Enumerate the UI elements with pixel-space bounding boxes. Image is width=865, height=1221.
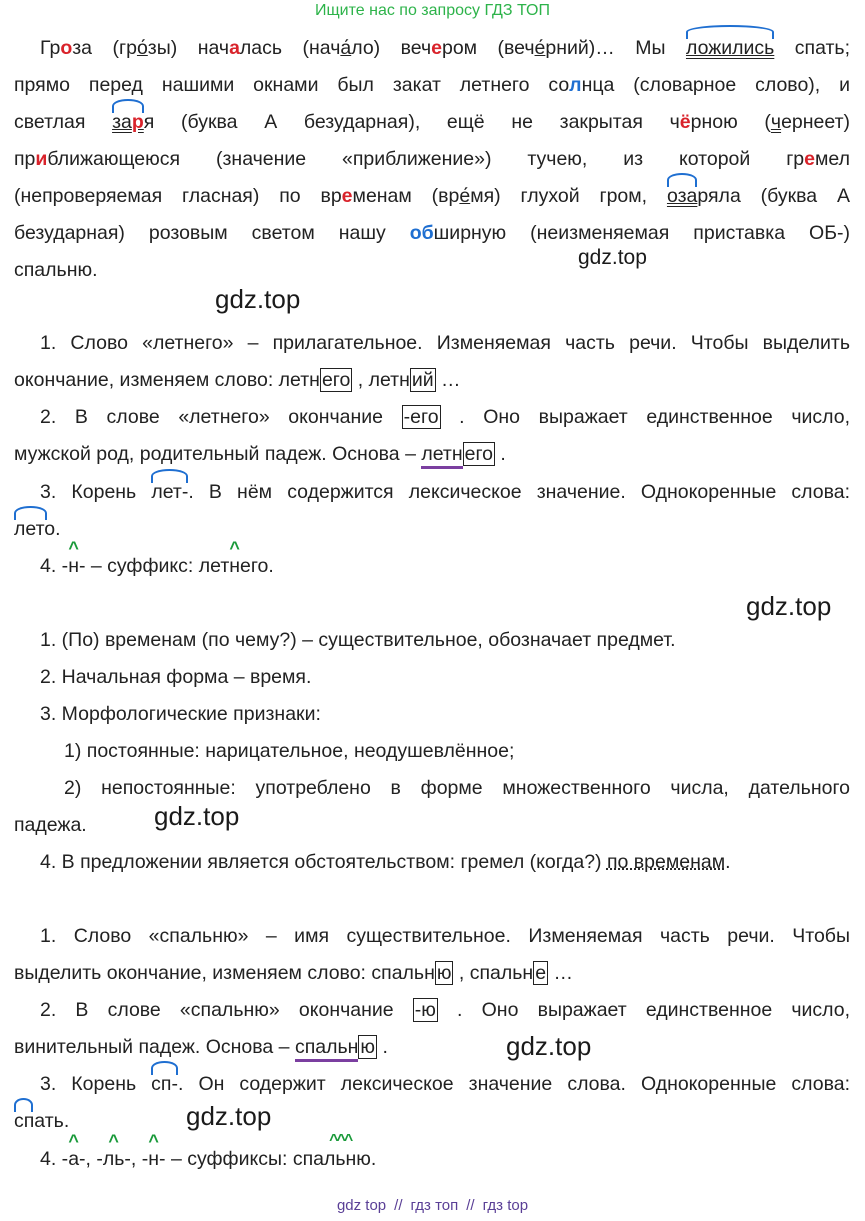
highlight-letter: е	[804, 148, 816, 170]
text: безударная) розовым светом нашу	[14, 222, 410, 244]
text: мужской род, родительный падеж. Основа –	[14, 443, 422, 465]
watermark: gdz.top	[506, 1031, 592, 1061]
suffix-caret-icon: ^	[68, 538, 79, 558]
paragraph-line-7: спальню.	[14, 259, 98, 281]
root-word	[667, 185, 697, 207]
text: льн	[323, 1148, 357, 1170]
text: мел	[815, 148, 850, 170]
s2-line-1: 1. (По) временам (по чему?) – существительное, обозначает предмет.	[40, 629, 676, 651]
text: (непроверяемая гласная) по вр	[14, 185, 342, 207]
text: ю.	[356, 1148, 377, 1170]
footer-link-gdz-top-mixed[interactable]: гдз top	[482, 1197, 529, 1214]
suffix	[148, 1131, 160, 1170]
s1-line-4	[14, 442, 850, 466]
text: зы) нач	[147, 37, 230, 59]
text: . Он содержит лексическое значение слова. Однокоренные слова:	[177, 1073, 850, 1095]
ending-box: его	[321, 369, 351, 391]
text: за (гр	[72, 37, 137, 59]
root-arc-icon	[14, 1098, 33, 1112]
suffix-caret-icon: ^	[148, 1131, 159, 1151]
suffix-caret-icon: ^	[108, 1131, 119, 1151]
highlight-letter: и	[35, 148, 48, 170]
s3-line-5	[40, 1072, 850, 1096]
text: -, -	[79, 1148, 103, 1170]
s2-line-4: 1) постоянные: нарицательное, неодушевлённое;	[64, 740, 515, 762]
s1-line-2	[14, 368, 850, 392]
root-word	[112, 111, 144, 133]
text: спальн	[294, 1036, 359, 1058]
root-arc-icon	[151, 1061, 178, 1075]
text: выделить окончание, изменяем слово: спальн	[14, 962, 435, 984]
highlight-letter: р	[131, 111, 144, 133]
text: 4. -	[40, 555, 69, 577]
text: н	[68, 555, 79, 577]
s1-line-1: 1. Слово «летнего» – прилагательное. Изменяемая часть речи. Чтобы выделить	[40, 332, 850, 354]
suffix	[68, 1131, 80, 1170]
s3-line-3	[40, 998, 850, 1022]
text: менам (вр	[352, 185, 460, 207]
stressed-letter: о́	[136, 37, 148, 59]
stressed-letter: е́	[459, 185, 471, 207]
adverbial-underline: по временам	[606, 851, 726, 873]
text: рною (	[690, 111, 771, 133]
text: летн	[421, 443, 463, 465]
ending-box: его	[464, 443, 493, 465]
suffix	[229, 538, 241, 577]
stressed-letter: а́	[340, 37, 352, 59]
footer-link-gdz-top-ru[interactable]: гдз топ	[410, 1197, 459, 1214]
text: (буква А безударная), ещё не закрытая ч	[154, 111, 680, 133]
text: ло) веч	[351, 37, 432, 59]
paragraph-line-5	[14, 184, 850, 208]
highlight-letter: о	[60, 37, 73, 59]
s2-line-3: 3. Морфологические признаки:	[40, 703, 321, 725]
root-word	[14, 518, 61, 540]
s2-line-7	[40, 850, 850, 874]
separator: //	[394, 1197, 403, 1214]
text: , летн	[352, 369, 410, 391]
text: окончание, изменяем слово: летн	[14, 369, 320, 391]
text: нца (словарное слово), и	[581, 74, 850, 96]
paragraph-line-6	[14, 221, 850, 245]
text: ложились	[685, 37, 775, 59]
footer-link-gdz-top[interactable]: gdz top	[336, 1197, 387, 1214]
s3-line-2	[14, 961, 850, 985]
text: за	[112, 111, 132, 133]
text: . Оно выражает единственное число,	[440, 406, 850, 428]
text: 4. В предложении является обстоятельством: гремел (когда?)	[40, 851, 607, 873]
highlight-letter: ё	[679, 111, 691, 133]
text: ширную (неизменяемая приставка ОБ-)	[433, 222, 850, 244]
ending-box: е	[535, 962, 547, 984]
text: пр	[14, 148, 36, 170]
text: ль	[102, 1148, 125, 1170]
text: н	[148, 1148, 160, 1170]
highlight-letter: б	[421, 222, 434, 244]
ending-box: ю	[360, 1036, 376, 1058]
s1-line-5	[40, 480, 850, 504]
separator: //	[466, 1197, 475, 1214]
text: -, -	[124, 1148, 149, 1170]
paragraph-line-3	[14, 110, 850, 134]
highlight-letter: о	[409, 222, 422, 244]
text: мя) глухой гром,	[470, 185, 667, 207]
s3-line-7	[40, 1131, 850, 1171]
underlined-letter: ч	[770, 111, 782, 133]
text: винительный падеж. Основа –	[14, 1036, 295, 1058]
ending-box: ю	[436, 962, 452, 984]
text: 3. Корень	[40, 1073, 152, 1095]
top-banner[interactable]: Ищите нас по запросу ГДЗ ТОП	[315, 2, 550, 19]
text: ром (веч	[441, 37, 535, 59]
highlight-letter: л	[569, 74, 582, 96]
text: .	[495, 443, 506, 465]
text: спать;	[774, 37, 851, 59]
ending-box: ий	[411, 369, 434, 391]
text: 2. В слове «спальню» окончание	[40, 999, 413, 1021]
watermark: gdz.top	[186, 1101, 272, 1131]
root-arc-icon	[667, 173, 697, 187]
paragraph-line-4	[14, 147, 850, 171]
text: светлая	[14, 111, 113, 133]
root-word	[686, 37, 774, 59]
s1-line-7	[40, 538, 850, 578]
text: н	[229, 555, 241, 577]
text: 2. В слове «летнего» окончание	[40, 406, 402, 428]
root-word	[151, 481, 188, 503]
s2-line-5: 2) непостоянные: употреблено в форме множественного числа, дательного	[64, 777, 850, 799]
text: 3. Корень	[40, 481, 152, 503]
s1-line-3	[40, 405, 850, 429]
ending-box: -его	[403, 406, 439, 428]
watermark: gdz.top	[746, 591, 832, 621]
text: 4. -	[40, 1148, 69, 1170]
text: рний)… Мы	[545, 37, 686, 59]
highlight-letter: е	[431, 37, 442, 59]
suffix-caret-icon: ^	[68, 1131, 79, 1151]
suffix-zigzag-icon: ^^^	[329, 1132, 352, 1149]
watermark: gdz.top	[215, 284, 301, 314]
stressed-letter: е́	[534, 37, 546, 59]
root-word	[14, 1110, 69, 1132]
text: я	[143, 111, 155, 133]
watermark: gdz.top	[154, 801, 240, 831]
root-word	[151, 1073, 178, 1095]
text: прямо перед нашими окнами был закат летнего со	[14, 74, 570, 96]
s3-line-1: 1. Слово «спальню» – имя существительное. Изменяемая часть речи. Чтобы	[40, 925, 850, 947]
text: оза	[666, 185, 698, 207]
text: а	[68, 1148, 80, 1170]
highlight-letter: а	[229, 37, 240, 59]
text: .	[725, 851, 731, 873]
text: сп-	[151, 1073, 178, 1095]
suffix	[68, 538, 79, 577]
footer-links	[0, 1197, 865, 1214]
s3-line-6	[14, 1109, 850, 1133]
suffix-caret-icon: ^	[229, 538, 240, 558]
text: Гр	[40, 37, 61, 59]
suffixes	[323, 1132, 357, 1170]
s3-line-4	[14, 1035, 850, 1059]
text: , спальн	[453, 962, 534, 984]
highlight-letter: е	[341, 185, 353, 207]
root-arc-icon	[686, 25, 774, 39]
word-base	[295, 1036, 358, 1058]
text: …	[548, 962, 573, 984]
text: ернеет)	[781, 111, 850, 133]
text: ближающеюся (значение «приближение») тучею, из которой гр	[47, 148, 805, 170]
text: его.	[240, 555, 274, 577]
paragraph-line-2	[14, 73, 850, 97]
s1-line-6	[14, 517, 850, 541]
ending-box: -ю	[414, 999, 436, 1021]
s2-line-6: падежа.	[14, 814, 87, 836]
text: ряла (буква А	[697, 185, 850, 207]
text: .	[377, 1036, 388, 1058]
text: лась (нач	[239, 37, 341, 59]
text: . Оно выражает единственное число,	[437, 999, 851, 1021]
text: …	[435, 369, 461, 391]
text: . В нём содержится лексическое значение. Однокоренные слова:	[188, 481, 851, 503]
text: лет-	[151, 481, 189, 503]
text: спать.	[14, 1110, 70, 1132]
word-base	[421, 443, 462, 465]
text: - – суффикс: лет	[78, 555, 230, 577]
suffix	[102, 1131, 125, 1170]
text: лето.	[14, 518, 61, 540]
watermark: gdz.top	[578, 246, 647, 269]
s2-line-2: 2. Начальная форма – время.	[40, 666, 312, 688]
paragraph-line-1	[40, 36, 850, 60]
root-arc-icon	[14, 506, 47, 520]
root-arc-icon	[112, 99, 144, 113]
text: - – суффиксы: спа	[159, 1148, 324, 1170]
root-arc-icon	[151, 469, 188, 483]
